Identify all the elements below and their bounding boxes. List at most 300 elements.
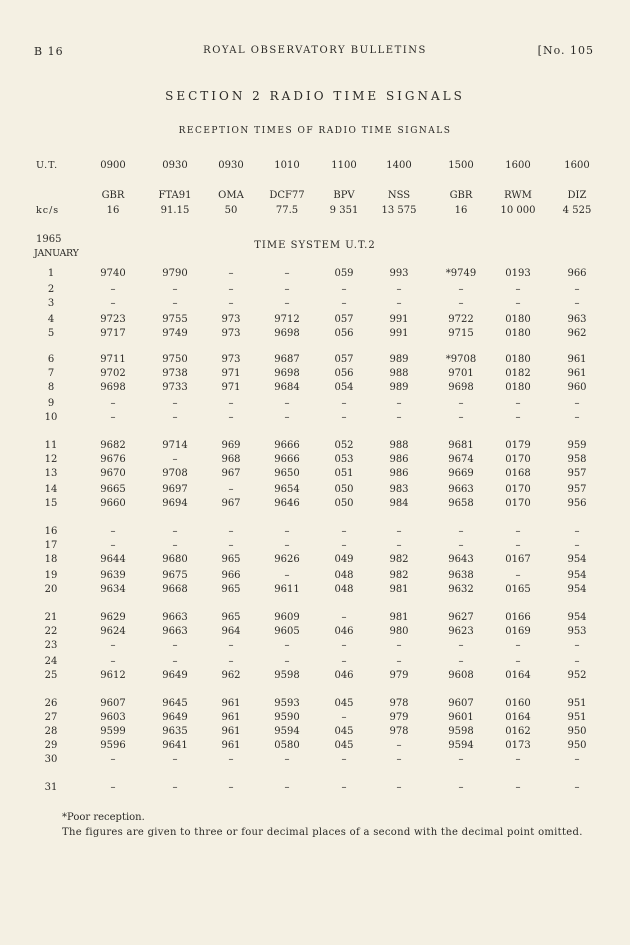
table-cell: 1010 xyxy=(274,160,300,171)
table-cell: 967 xyxy=(221,468,241,479)
table-cell: 967 xyxy=(221,498,241,509)
table-cell: 973 xyxy=(221,354,241,365)
table-cell: – xyxy=(574,656,580,667)
table-cell: – xyxy=(172,782,178,793)
table-cell: 0168 xyxy=(505,468,531,479)
table-cell: 4 525 xyxy=(562,205,592,216)
table-cell: – xyxy=(515,640,521,651)
table-row xyxy=(0,754,630,768)
table-cell: 9626 xyxy=(274,554,300,565)
table-cell: – xyxy=(458,540,464,551)
table-cell: – xyxy=(341,754,347,765)
table-cell: – xyxy=(284,754,290,765)
table-cell: 9684 xyxy=(274,382,300,393)
table-cell: 9608 xyxy=(448,670,474,681)
table-cell: – xyxy=(228,782,234,793)
table-cell: 958 xyxy=(567,454,587,465)
table-cell: 9666 xyxy=(274,440,300,451)
table-cell: 0930 xyxy=(162,160,188,171)
table-cell: 9660 xyxy=(100,498,126,509)
day-number: 17 xyxy=(44,540,58,551)
table-cell: – xyxy=(574,640,580,651)
day-number: 31 xyxy=(44,782,58,793)
table-cell: 057 xyxy=(334,354,354,365)
table-cell: 052 xyxy=(334,440,354,451)
table-cell: – xyxy=(574,782,580,793)
table-cell: – xyxy=(110,412,116,423)
table-cell: – xyxy=(458,412,464,423)
table-row xyxy=(0,298,630,312)
table-cell: 0182 xyxy=(505,368,531,379)
day-number: 22 xyxy=(44,626,58,637)
table-cell: – xyxy=(110,754,116,765)
table-cell: 9738 xyxy=(162,368,188,379)
table-cell: – xyxy=(458,782,464,793)
table-cell: – xyxy=(396,782,402,793)
table-cell: – xyxy=(110,298,116,309)
table-cell: – xyxy=(228,484,234,495)
table-cell: 961 xyxy=(221,712,241,723)
table-cell: 986 xyxy=(389,468,409,479)
table-cell: – xyxy=(458,526,464,537)
table-cell: 962 xyxy=(221,670,241,681)
table-cell: – xyxy=(110,656,116,667)
table-cell: – xyxy=(110,284,116,295)
day-number: 6 xyxy=(47,354,55,365)
table-cell: – xyxy=(228,754,234,765)
table-cell: 956 xyxy=(567,498,587,509)
table-cell: – xyxy=(284,526,290,537)
table-cell: 968 xyxy=(221,454,241,465)
table-title: RECEPTION TIMES OF RADIO TIME SIGNALS xyxy=(178,126,452,136)
table-cell: – xyxy=(396,540,402,551)
table-cell: – xyxy=(228,298,234,309)
table-cell: 0180 xyxy=(505,382,531,393)
table-cell: – xyxy=(574,526,580,537)
table-cell: – xyxy=(458,284,464,295)
table-row xyxy=(0,626,630,640)
table-cell: 961 xyxy=(221,698,241,709)
table-cell: 980 xyxy=(389,626,409,637)
day-number: 5 xyxy=(47,328,55,339)
table-cell: 0930 xyxy=(218,160,244,171)
table-cell: 9722 xyxy=(448,314,474,325)
table-cell: 957 xyxy=(567,468,587,479)
table-cell: 9645 xyxy=(162,698,188,709)
table-cell: 91.15 xyxy=(160,205,190,216)
table-cell: 961 xyxy=(567,354,587,365)
day-number: 12 xyxy=(44,454,58,465)
section-title: SECTION 2 RADIO TIME SIGNALS xyxy=(165,89,465,103)
table-cell: 50 xyxy=(224,205,238,216)
table-cell: – xyxy=(341,284,347,295)
table-cell: 9694 xyxy=(162,498,188,509)
table-cell: – xyxy=(284,656,290,667)
table-cell: 050 xyxy=(334,498,354,509)
table-cell: – xyxy=(172,454,178,465)
table-cell: DIZ xyxy=(567,190,587,201)
day-number: 20 xyxy=(44,584,58,595)
table-cell: 982 xyxy=(389,570,409,581)
table-cell: – xyxy=(515,298,521,309)
table-cell: 10 000 xyxy=(500,205,536,216)
table-cell: – xyxy=(396,412,402,423)
table-row xyxy=(0,368,630,382)
table-cell: – xyxy=(284,570,290,581)
table-cell: – xyxy=(172,754,178,765)
table-cell: 9603 xyxy=(100,712,126,723)
day-number: 23 xyxy=(44,640,58,651)
table-cell: 991 xyxy=(389,328,409,339)
table-cell: 9669 xyxy=(448,468,474,479)
table-cell: – xyxy=(228,540,234,551)
table-cell: 059 xyxy=(334,268,354,279)
table-cell: GBR xyxy=(449,190,473,201)
table-cell: – xyxy=(341,612,347,623)
table-cell: – xyxy=(515,754,521,765)
table-cell: – xyxy=(515,540,521,551)
table-cell: 954 xyxy=(567,554,587,565)
table-cell: 986 xyxy=(389,454,409,465)
table-cell: 9675 xyxy=(162,570,188,581)
day-number: 14 xyxy=(44,484,58,495)
table-cell: – xyxy=(110,398,116,409)
table-cell: 979 xyxy=(389,670,409,681)
table-cell: 0170 xyxy=(505,454,531,465)
table-cell: 9674 xyxy=(448,454,474,465)
table-cell: – xyxy=(515,782,521,793)
table-cell: OMA xyxy=(218,190,244,201)
header-row-ut xyxy=(0,160,630,174)
footnote-decimal-note: The figures are given to three or four decimal places of a second with the decimal point omitted. xyxy=(62,827,583,838)
table-cell: 9663 xyxy=(448,484,474,495)
day-number: 15 xyxy=(44,498,58,509)
table-cell: 0165 xyxy=(505,584,531,595)
table-cell: 0580 xyxy=(274,740,300,751)
table-cell: – xyxy=(396,284,402,295)
table-cell: – xyxy=(574,540,580,551)
table-cell: 965 xyxy=(221,554,241,565)
table-cell: 9755 xyxy=(162,314,188,325)
table-cell: *9749 xyxy=(445,268,477,279)
table-row xyxy=(0,412,630,426)
table-row xyxy=(0,314,630,328)
table-cell: 0900 xyxy=(100,160,126,171)
table-cell: 989 xyxy=(389,382,409,393)
table-cell: 9750 xyxy=(162,354,188,365)
table-cell: 0164 xyxy=(505,712,531,723)
table-cell: 951 xyxy=(567,712,587,723)
table-cell: 961 xyxy=(567,368,587,379)
table-cell: 960 xyxy=(567,382,587,393)
table-cell: 9663 xyxy=(162,626,188,637)
table-cell: 9634 xyxy=(100,584,126,595)
table-row xyxy=(0,498,630,512)
table-cell: 9711 xyxy=(100,354,126,365)
table-cell: – xyxy=(172,640,178,651)
table-cell: – xyxy=(172,656,178,667)
table-cell: 9714 xyxy=(162,440,188,451)
day-number: 4 xyxy=(47,314,55,325)
table-cell: – xyxy=(172,284,178,295)
table-cell: 1500 xyxy=(448,160,474,171)
table-cell: 046 xyxy=(334,670,354,681)
table-cell: 046 xyxy=(334,626,354,637)
year-label: 1965 xyxy=(36,234,62,245)
table-row xyxy=(0,612,630,626)
table-cell: 9629 xyxy=(100,612,126,623)
table-cell: 1600 xyxy=(564,160,590,171)
table-cell: 983 xyxy=(389,484,409,495)
table-cell: 978 xyxy=(389,726,409,737)
table-cell: – xyxy=(574,412,580,423)
table-cell: 9641 xyxy=(162,740,188,751)
table-cell: NSS xyxy=(387,190,411,201)
table-row xyxy=(0,540,630,554)
table-cell: – xyxy=(515,656,521,667)
table-cell: 9676 xyxy=(100,454,126,465)
table-cell: – xyxy=(341,398,347,409)
table-row xyxy=(0,570,630,584)
page-number: B 16 xyxy=(34,45,64,58)
day-number: 26 xyxy=(44,698,58,709)
table-cell: 950 xyxy=(567,740,587,751)
table-cell: 9609 xyxy=(274,612,300,623)
table-cell: 0167 xyxy=(505,554,531,565)
table-cell: – xyxy=(458,754,464,765)
table-cell: RWM xyxy=(504,190,532,201)
table-cell: – xyxy=(341,412,347,423)
table-cell: 9658 xyxy=(448,498,474,509)
table-cell: – xyxy=(228,398,234,409)
table-cell: 9740 xyxy=(100,268,126,279)
table-cell: – xyxy=(396,398,402,409)
table-row xyxy=(0,712,630,726)
table-row xyxy=(0,354,630,368)
table-row xyxy=(0,398,630,412)
table-cell: FTA91 xyxy=(158,190,192,201)
row-label: U.T. xyxy=(36,160,59,171)
table-cell: 953 xyxy=(567,626,587,637)
table-cell: 0160 xyxy=(505,698,531,709)
table-cell: – xyxy=(172,412,178,423)
table-row xyxy=(0,726,630,740)
table-cell: – xyxy=(515,412,521,423)
table-cell: – xyxy=(396,298,402,309)
table-cell: – xyxy=(284,412,290,423)
table-cell: 0162 xyxy=(505,726,531,737)
table-cell: – xyxy=(284,398,290,409)
table-cell: 962 xyxy=(567,328,587,339)
table-cell: 0170 xyxy=(505,484,531,495)
table-cell: 9627 xyxy=(448,612,474,623)
table-cell: 951 xyxy=(567,698,587,709)
table-cell: 9702 xyxy=(100,368,126,379)
table-cell: 9639 xyxy=(100,570,126,581)
table-cell: 9698 xyxy=(274,328,300,339)
table-cell: 9668 xyxy=(162,584,188,595)
table-cell: 978 xyxy=(389,698,409,709)
table-cell: 045 xyxy=(334,740,354,751)
table-cell: 1600 xyxy=(505,160,531,171)
table-cell: 9593 xyxy=(274,698,300,709)
table-cell: 9701 xyxy=(448,368,474,379)
table-cell: 9790 xyxy=(162,268,188,279)
table-cell: – xyxy=(284,782,290,793)
table-cell: 049 xyxy=(334,554,354,565)
table-cell: – xyxy=(228,284,234,295)
day-number: 16 xyxy=(44,526,58,537)
table-cell: – xyxy=(284,298,290,309)
table-row xyxy=(0,484,630,498)
table-cell: – xyxy=(396,526,402,537)
table-cell: – xyxy=(228,656,234,667)
table-cell: 9649 xyxy=(162,670,188,681)
table-cell: – xyxy=(228,268,234,279)
table-cell: – xyxy=(172,298,178,309)
table-cell: 984 xyxy=(389,498,409,509)
table-cell: 9698 xyxy=(274,368,300,379)
table-cell: 981 xyxy=(389,612,409,623)
table-cell: 051 xyxy=(334,468,354,479)
table-row xyxy=(0,328,630,342)
table-cell: 965 xyxy=(221,612,241,623)
table-cell: 9670 xyxy=(100,468,126,479)
day-number: 18 xyxy=(44,554,58,565)
table-cell: 0179 xyxy=(505,440,531,451)
table-cell: 045 xyxy=(334,726,354,737)
table-row xyxy=(0,640,630,654)
table-row xyxy=(0,382,630,396)
table-cell: 9650 xyxy=(274,468,300,479)
table-cell: 045 xyxy=(334,698,354,709)
table-cell: 1100 xyxy=(331,160,357,171)
table-row xyxy=(0,468,630,482)
day-number: 1 xyxy=(47,268,55,279)
table-cell: 9605 xyxy=(274,626,300,637)
table-cell: – xyxy=(228,412,234,423)
table-cell: – xyxy=(396,754,402,765)
table-cell: 9733 xyxy=(162,382,188,393)
table-cell: 9715 xyxy=(448,328,474,339)
table-cell: – xyxy=(172,398,178,409)
table-cell: 961 xyxy=(221,740,241,751)
table-cell: 9596 xyxy=(100,740,126,751)
day-number: 11 xyxy=(44,440,58,451)
table-cell: 13 575 xyxy=(381,205,417,216)
table-cell: *9708 xyxy=(445,354,477,365)
table-cell: 961 xyxy=(221,726,241,737)
table-cell: 973 xyxy=(221,328,241,339)
table-cell: 9607 xyxy=(448,698,474,709)
table-row xyxy=(0,454,630,468)
table-cell: – xyxy=(284,640,290,651)
table-cell: 77.5 xyxy=(275,205,299,216)
table-cell: – xyxy=(341,298,347,309)
table-cell: 9723 xyxy=(100,314,126,325)
month-label: JANUARY xyxy=(34,248,79,259)
day-number: 8 xyxy=(47,382,55,393)
table-cell: 959 xyxy=(567,440,587,451)
table-cell: – xyxy=(341,540,347,551)
table-cell: 0180 xyxy=(505,354,531,365)
table-cell: – xyxy=(515,284,521,295)
table-cell: 9646 xyxy=(274,498,300,509)
table-cell: 973 xyxy=(221,314,241,325)
table-cell: 16 xyxy=(454,205,468,216)
table-cell: 971 xyxy=(221,368,241,379)
table-cell: 0193 xyxy=(505,268,531,279)
day-number: 19 xyxy=(44,570,58,581)
table-cell: 9649 xyxy=(162,712,188,723)
table-cell: – xyxy=(341,640,347,651)
table-cell: 957 xyxy=(567,484,587,495)
table-cell: 982 xyxy=(389,554,409,565)
table-cell: 964 xyxy=(221,626,241,637)
table-cell: 9680 xyxy=(162,554,188,565)
table-row xyxy=(0,698,630,712)
table-cell: 1400 xyxy=(386,160,412,171)
table-cell: – xyxy=(284,268,290,279)
table-cell: – xyxy=(515,570,521,581)
table-cell: – xyxy=(458,656,464,667)
table-cell: 9687 xyxy=(274,354,300,365)
table-row xyxy=(0,526,630,540)
header-row-station xyxy=(0,190,630,204)
day-number: 24 xyxy=(44,656,58,667)
table-cell: – xyxy=(110,782,116,793)
table-cell: – xyxy=(458,398,464,409)
table-cell: GBR xyxy=(101,190,125,201)
table-cell: – xyxy=(396,656,402,667)
table-row xyxy=(0,740,630,754)
day-number: 7 xyxy=(47,368,55,379)
day-number: 13 xyxy=(44,468,58,479)
table-cell: 9697 xyxy=(162,484,188,495)
footnote-poor-reception: *Poor reception. xyxy=(62,812,145,823)
table-cell: 9598 xyxy=(448,726,474,737)
table-cell: 9594 xyxy=(274,726,300,737)
table-cell: – xyxy=(396,640,402,651)
table-cell: 050 xyxy=(334,484,354,495)
table-cell: 9712 xyxy=(274,314,300,325)
running-header-title: ROYAL OBSERVATORY BULLETINS xyxy=(203,45,427,56)
table-cell: 965 xyxy=(221,584,241,595)
table-cell: 9682 xyxy=(100,440,126,451)
table-cell: 954 xyxy=(567,612,587,623)
table-row xyxy=(0,656,630,670)
day-number: 25 xyxy=(44,670,58,681)
table-cell: 9590 xyxy=(274,712,300,723)
table-cell: 9644 xyxy=(100,554,126,565)
table-cell: – xyxy=(228,640,234,651)
table-cell: 048 xyxy=(334,584,354,595)
table-row xyxy=(0,284,630,298)
table-cell: – xyxy=(574,284,580,295)
table-cell: 950 xyxy=(567,726,587,737)
table-cell: 0169 xyxy=(505,626,531,637)
table-cell: 056 xyxy=(334,328,354,339)
table-cell: 954 xyxy=(567,584,587,595)
table-cell: 0170 xyxy=(505,498,531,509)
table-cell: 0180 xyxy=(505,314,531,325)
table-cell: 963 xyxy=(567,314,587,325)
day-number: 21 xyxy=(44,612,58,623)
table-cell: 9638 xyxy=(448,570,474,581)
table-cell: 971 xyxy=(221,382,241,393)
table-cell: 9635 xyxy=(162,726,188,737)
table-cell: – xyxy=(172,540,178,551)
